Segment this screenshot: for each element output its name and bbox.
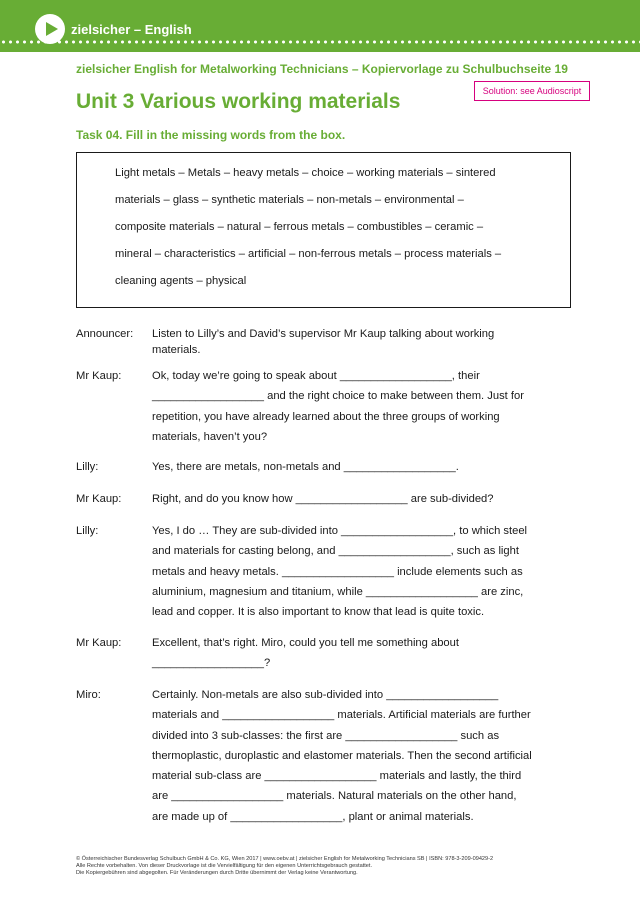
- task-heading: Task 04. Fill in the missing words from the box.: [76, 128, 346, 142]
- dialogue-line: materials, haven’t you?: [152, 431, 268, 443]
- word-box: [76, 152, 571, 308]
- copyright-footer: [76, 856, 576, 878]
- word-box-line: Light metals – Metals – heavy metals – choice – working materials – sintered: [115, 167, 496, 179]
- dialogue-line: thermoplastic, duroplastic and elastomer materials. Then the second artificial: [152, 750, 532, 762]
- page-title: Unit 3 Various working materials: [76, 90, 401, 113]
- footer-line: Alle Rechte vorbehalten. Von dieser Druckvorlage ist die Vervielfältigung für den eigenen Unterrichtsgebrauch gestattet.: [76, 863, 373, 870]
- word-box-line: mineral – characteristics – artificial – non-ferrous metals – process materials –: [115, 248, 502, 260]
- dialogue-line: metals and heavy metals. __________________ include elements such as: [152, 566, 523, 578]
- dialogue-line: Ok, today we’re going to speak about __________________, their: [152, 370, 480, 382]
- word-box-line: cleaning agents – physical: [115, 275, 247, 287]
- dialogue-line: __________________?: [152, 657, 271, 669]
- dialogue-line: Yes, there are metals, non-metals and __________________.: [152, 461, 459, 473]
- dialogue-line: materials and __________________ materials. Artificial materials are further: [152, 709, 531, 721]
- dialogue-line: Yes, I do … They are sub-divided into __________________, to which steel: [152, 525, 528, 537]
- header-bar: [0, 0, 640, 52]
- dialogue-line: __________________ and the right choice to make between them. Just for: [152, 390, 524, 402]
- dialogue-line: materials.: [152, 344, 201, 356]
- dialogue-line: are __________________ materials. Natural materials on the other hand,: [152, 790, 517, 802]
- dialogue-line: repetition, you have already learned about the three groups of working: [152, 411, 500, 423]
- speaker-name: Lilly:: [76, 525, 99, 537]
- speaker-name: Mr Kaup:: [76, 637, 122, 649]
- speaker-name: Mr Kaup:: [76, 370, 122, 382]
- speaker-name: Miro:: [76, 689, 101, 701]
- dialogue-line: material sub-class are __________________ materials and lastly, the third: [152, 770, 522, 782]
- logo-text: zielsicher – English: [71, 21, 192, 37]
- dotted-border: [0, 38, 640, 46]
- solution-note: Solution: see Audioscript: [474, 81, 590, 101]
- dialogue-line: Listen to Lilly’s and David’s supervisor Mr Kaup talking about working: [152, 328, 495, 340]
- dialogue-line: lead and copper. It is also important to know that lead is quite toxic.: [152, 606, 485, 618]
- speaker-name: Mr Kaup:: [76, 493, 122, 505]
- word-box-line: materials – glass – synthetic materials – non-metals – environmental –: [115, 194, 464, 206]
- dialogue-line: Right, and do you know how __________________ are sub-divided?: [152, 493, 494, 505]
- word-box-line: composite materials – natural – ferrous metals – combustibles – ceramic –: [115, 221, 484, 233]
- dialogue-line: aluminium, magnesium and titanium, while __________________ are zinc,: [152, 586, 524, 598]
- speaker-name: Lilly:: [76, 461, 99, 473]
- document-subtitle: zielsicher English for Metalworking Technicians – Kopiervorlage zu Schulbuchseite 19: [76, 62, 568, 76]
- dialogue-line: Excellent, that’s right. Miro, could you tell me something about: [152, 637, 459, 649]
- dialogue-line: Certainly. Non-metals are also sub-divided into __________________: [152, 689, 499, 701]
- speaker-name: Announcer:: [76, 328, 134, 340]
- dialogue-line: are made up of __________________, plant or animal materials.: [152, 811, 474, 823]
- dialogue-line: divided into 3 sub-classes: the first are __________________ such as: [152, 730, 500, 742]
- footer-line: Die Kopiergebühren sind abgegolten. Für Veränderungen durch Dritte übernimmt der Verlag keine Verantwortung.: [76, 870, 358, 877]
- dialogue-line: and materials for casting belong, and __________________, such as light: [152, 545, 519, 557]
- footer-line: © Österreichischer Bundesverlag Schulbuch GmbH & Co. KG, Wien 2017 | www.oebv.at | zielsicher English for Metalworking Technicians SB | ISBN: 978-3-209-09429-2: [76, 856, 494, 862]
